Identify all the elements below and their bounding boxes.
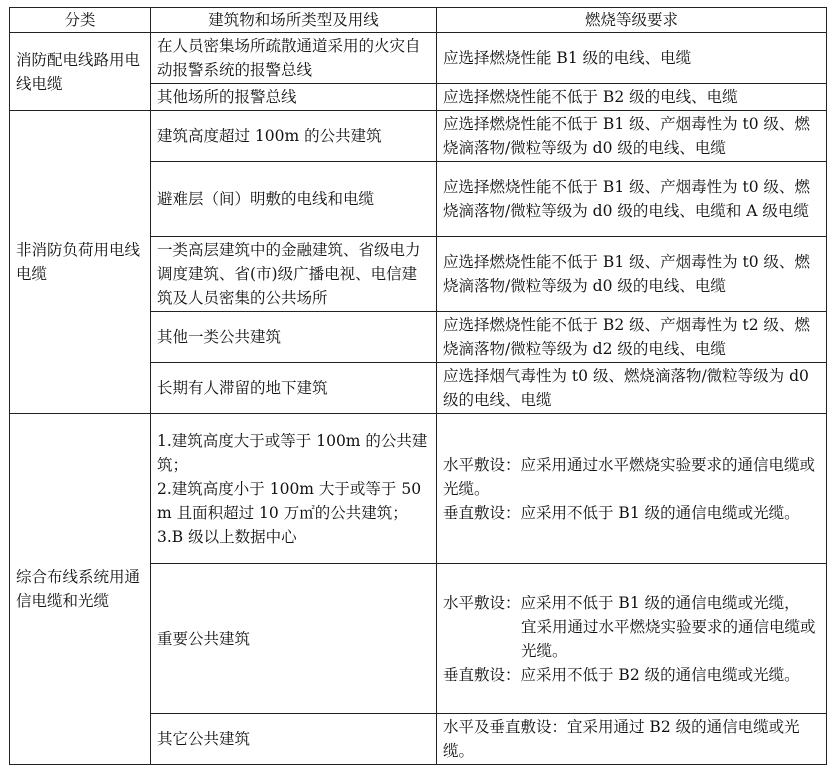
header-combustion-requirement: 燃烧等级要求 [437, 8, 827, 33]
category-cell: 非消防负荷用电线电缆 [10, 111, 151, 414]
table-row [10, 111, 827, 162]
building-type-cell: 重要公共建筑 [151, 564, 437, 714]
table-row [10, 414, 827, 564]
requirement-cell: 应选择燃烧性能不低于 B1 级、产烟毒性为 t0 级、燃烧滴落物/微粒等级为 d0 级的电线、电缆 [437, 237, 827, 312]
category-cell: 消防配电线路用电线电缆 [10, 33, 151, 111]
building-type-cell: 一类高层建筑中的金融建筑、省级电力调度建筑、省(市)级广播电视、电信建筑及人员密集的公共场所 [151, 237, 437, 312]
building-type-cell: 避难层（间）明敷的电线和电缆 [151, 162, 437, 237]
requirement-cell: 水平敷设：应采用不低于 B1 级的通信电缆或光缆， 宜采用通过水平燃烧实验要求的通信电缆或光缆。 垂直敷设：应采用不低于 B2 级的通信电缆或光缆。 [437, 564, 827, 714]
requirement-cell: 水平及垂直敷设：宜采用通过 B2 级的通信电缆或光缆。 [437, 714, 827, 765]
building-type-cell: 长期有人滞留的地下建筑 [151, 363, 437, 414]
building-type-cell: 其他场所的报警总线 [151, 84, 437, 111]
header-building-type: 建筑物和场所类型及用线 [151, 8, 437, 33]
building-type-cell: 1.建筑高度大于或等于 100m 的公共建筑； 2.建筑高度小于 100m 大于或等于 50m 且面积超过 10 万㎡的公共建筑； 3.B 级以上数据中心 [151, 414, 437, 564]
requirement-cell: 应选择燃烧性能不低于 B2 级的电线、电缆 [437, 84, 827, 111]
requirement-cell: 应选择燃烧性能不低于 B2 级、产烟毒性为 t2 级、燃烧滴落物/微粒等级为 d2 级的电线、电缆 [437, 312, 827, 363]
requirement-cell: 应选择烟气毒性为 t0 级、燃烧滴落物/微粒等级为 d0 级的电线、电缆 [437, 363, 827, 414]
building-type-cell: 其它公共建筑 [151, 714, 437, 765]
requirement-cell: 水平敷设：应采用通过水平燃烧实验要求的通信电缆或光缆。 垂直敷设：应采用不低于 B1 级的通信电缆或光缆。 [437, 414, 827, 564]
category-cell: 综合布线系统用通信电缆和光缆 [10, 414, 151, 765]
building-type-cell: 其他一类公共建筑 [151, 312, 437, 363]
cable-fire-rating-table [9, 7, 827, 765]
building-type-cell: 建筑高度超过 100m 的公共建筑 [151, 111, 437, 162]
building-type-cell: 在人员密集场所疏散通道采用的火灾自动报警系统的报警总线 [151, 33, 437, 84]
header-category: 分类 [10, 8, 151, 33]
requirement-cell: 应选择燃烧性能 B1 级的电线、电缆 [437, 33, 827, 84]
requirement-cell: 应选择燃烧性能不低于 B1 级、产烟毒性为 t0 级、燃烧滴落物/微粒等级为 d0 级的电线、电缆 [437, 111, 827, 162]
requirement-cell: 应选择燃烧性能不低于 B1 级、产烟毒性为 t0 级、燃烧滴落物/微粒等级为 d0 级的电线、电缆和 A 级电缆 [437, 162, 827, 237]
table-row [10, 33, 827, 84]
header-row [10, 8, 827, 33]
